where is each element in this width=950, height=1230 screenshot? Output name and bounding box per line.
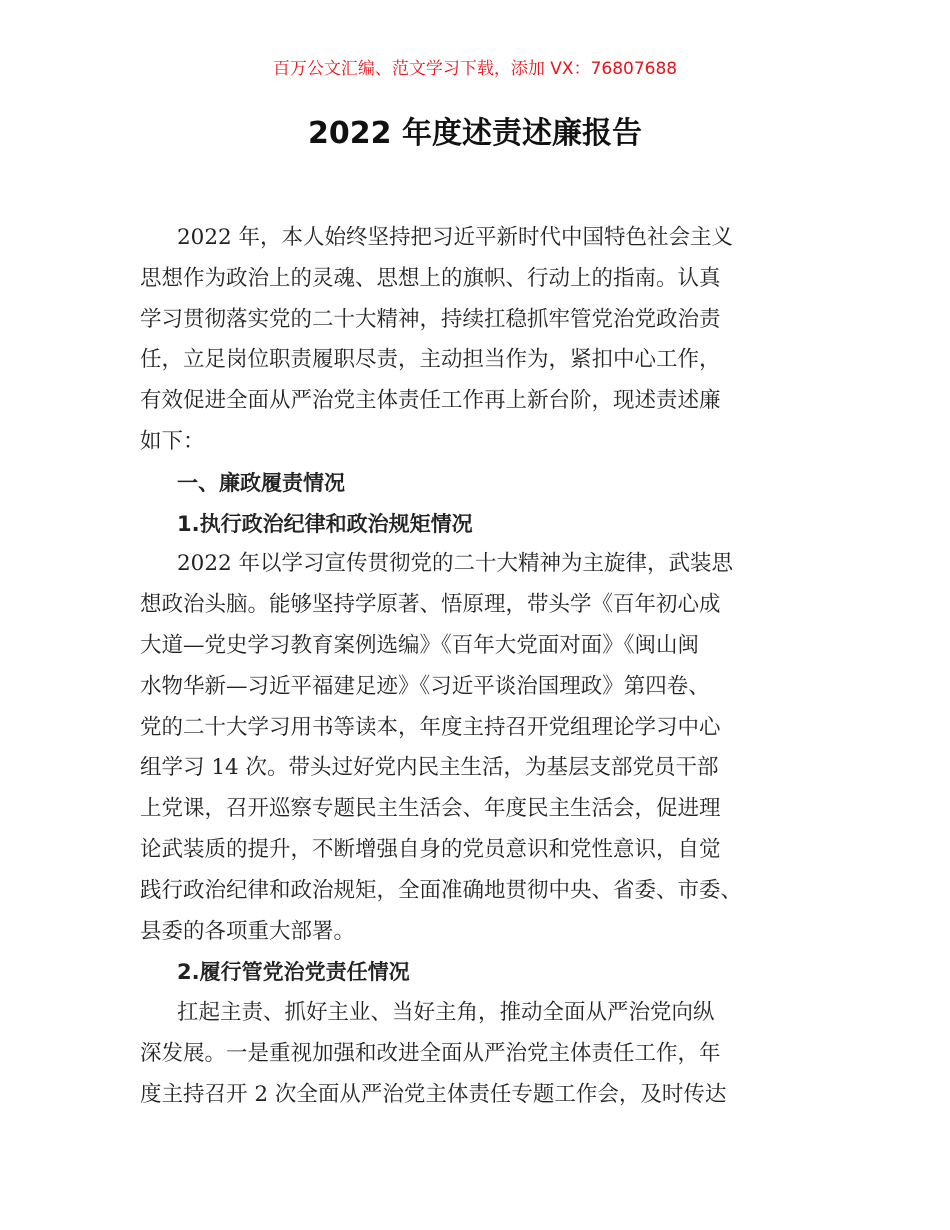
section-heading: 1.执行政治纪律和政治规矩情况 <box>177 511 473 536</box>
paragraph-line: 组学习 14 次。带头过好党内民主生活，为基层支部党员干部 <box>140 755 719 781</box>
section-heading: 2.履行管党治党责任情况 <box>177 960 410 985</box>
document-title: 2022 年度述责述廉报告 <box>308 116 642 151</box>
paragraph-line: 如下： <box>140 428 205 454</box>
document-body <box>140 218 826 1116</box>
paragraph-line: 度主持召开 2 次全面从严治党主体责任专题工作会，及时传达 <box>140 1081 727 1107</box>
paragraph-line: 深发展。一是重视加强和改进全面从严治党主体责任工作，年 <box>140 1040 721 1066</box>
promo-banner: 百万公文汇编、范文学习下载，添加 VX：76807688 <box>272 59 678 79</box>
paragraph-line: 想政治头脑。能够坚持学原著、悟原理，带头学《百年初心成 <box>140 592 721 618</box>
paragraph-line: 2022 年，本人始终坚持把习近平新时代中国特色社会主义 <box>177 225 734 250</box>
paragraph-line: 任，立足岗位职责履职尽责，主动担当作为，紧扣中心工作， <box>140 347 721 373</box>
paragraph-line: 党的二十大学习用书等读本，年度主持召开党组理论学习中心 <box>140 714 721 740</box>
section-heading: 一、廉政履责情况 <box>177 470 345 495</box>
paragraph-line: 学习贯彻落实党的二十大精神，持续扛稳抓牢管党治党政治责 <box>140 306 721 332</box>
paragraph-line: 扛起主责、抓好主业、当好主角，推动全面从严治党向纵 <box>177 1000 715 1026</box>
paragraph-line: 大道—党史学习教育案例选编》《百年大党面对面》《闽山闽 <box>140 632 700 658</box>
paragraph-line: 论武装质的提升，不断增强自身的党员意识和党性意识，自觉 <box>140 836 721 862</box>
paragraph-line: 县委的各项重大部署。 <box>140 918 356 944</box>
paragraph-line: 有效促进全面从严治党主体责任工作再上新台阶，现述责述廉 <box>140 388 721 414</box>
paragraph-line: 2022 年以学习宣传贯彻党的二十大精神为主旋律，武装思 <box>177 551 734 577</box>
paragraph-line: 思想作为政治上的灵魂、思想上的旗帜、行动上的指南。认真 <box>140 265 721 291</box>
paragraph-line: 上党课，召开巡察专题民主生活会、年度民主生活会，促进理 <box>140 796 721 822</box>
paragraph-line: 水物华新—习近平福建足迹》《习近平谈治国理政》第四卷、 <box>140 673 710 699</box>
paragraph-line: 践行政治纪律和政治规矩，全面准确地贯彻中央、省委、市委、 <box>140 877 743 903</box>
